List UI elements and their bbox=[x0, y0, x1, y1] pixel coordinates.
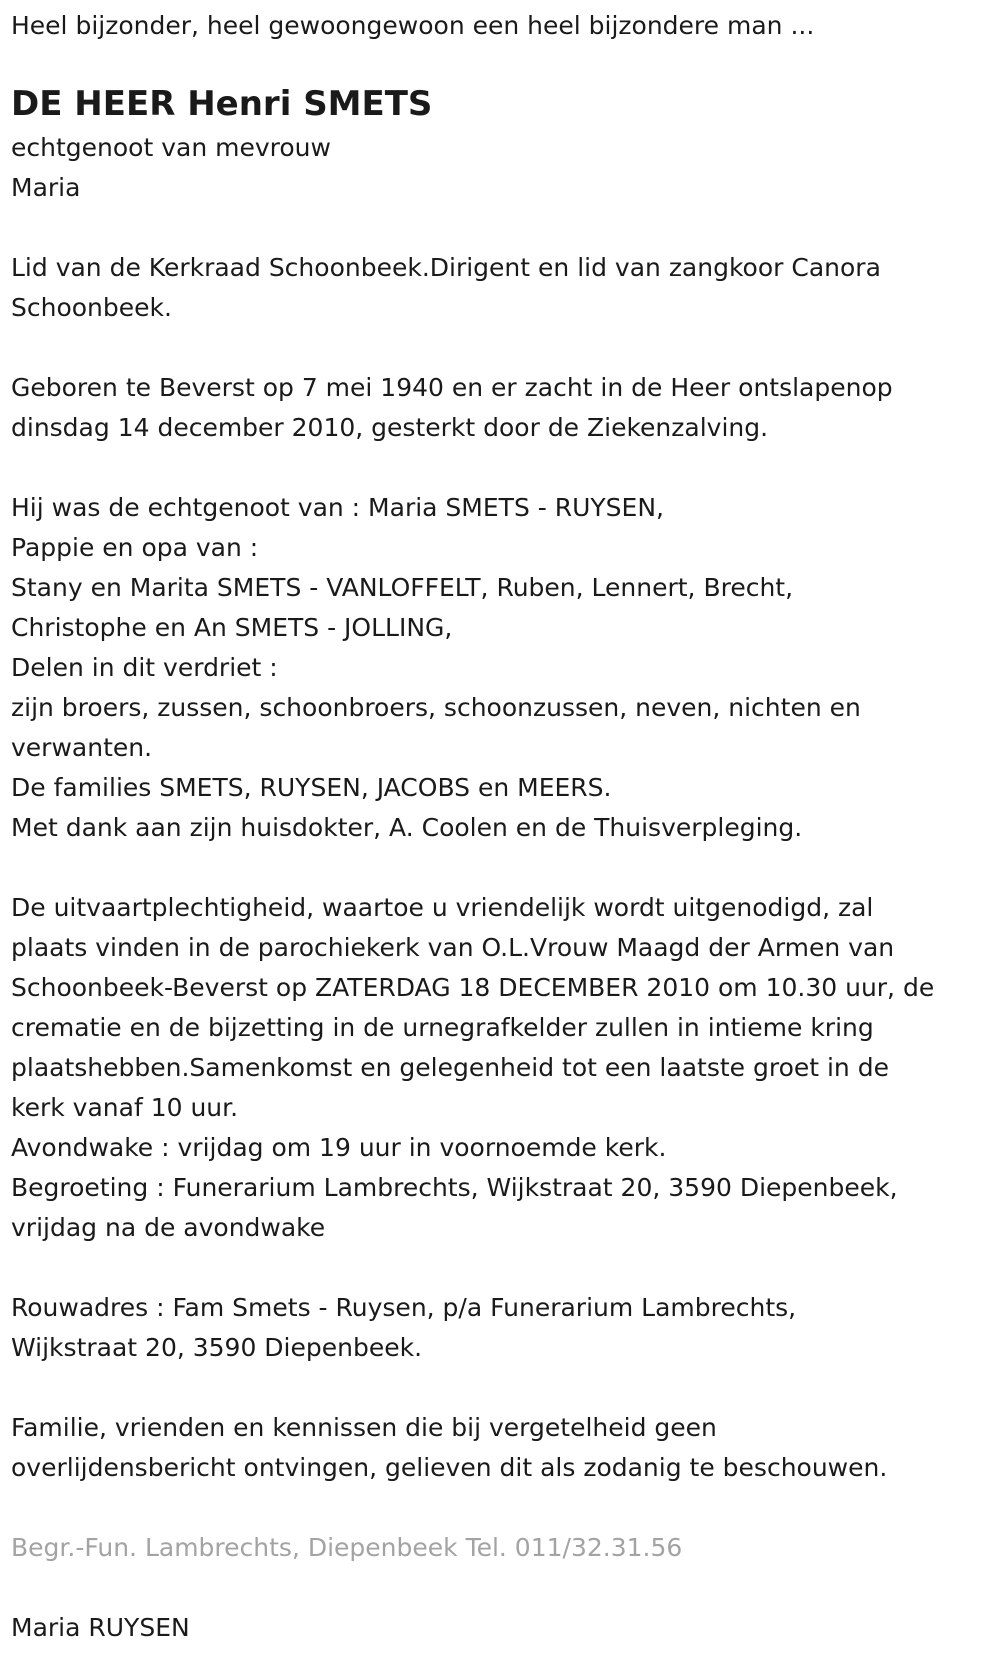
deceased-name: DE HEER Henri SMETS bbox=[11, 84, 433, 124]
ceremony-line: plaats vinden in de parochiekerk van O.L.Vrouw Maagd der Armen van bbox=[11, 933, 895, 962]
ceremony-line: plaatshebben.Samenkomst en gelegenheid tot een laatste groet in de bbox=[11, 1053, 889, 1082]
ceremony-line: kerk vanaf 10 uur. bbox=[11, 1093, 239, 1122]
family-line: zijn broers, zussen, schoonbroers, schoonzussen, neven, nichten en bbox=[11, 693, 861, 722]
family-line: Christophe en An SMETS - JOLLING, bbox=[11, 613, 453, 642]
membership-line: Lid van de Kerkraad Schoonbeek.Dirigent en lid van zangkoor Canora bbox=[11, 253, 881, 282]
tagline: Heel bijzonder, heel gewoongewoon een heel bijzondere man ... bbox=[11, 11, 815, 40]
membership-line: Schoonbeek. bbox=[11, 293, 172, 322]
notice-line: Familie, vrienden en kennissen die bij vergetelheid geen bbox=[11, 1413, 717, 1442]
family-line: Stany en Marita SMETS - VANLOFFELT, Ruben, Lennert, Brecht, bbox=[11, 573, 794, 602]
family-line: Met dank aan zijn huisdokter, A. Coolen en de Thuisverpleging. bbox=[11, 813, 803, 842]
spacer bbox=[11, 1248, 989, 1288]
birth-line: dinsdag 14 december 2010, gesterkt door de Ziekenzalving. bbox=[11, 413, 769, 442]
ceremony-line: crematie en de bijzetting in de urnegrafkelder zullen in intieme kring bbox=[11, 1013, 874, 1042]
ceremony-line: De uitvaartplechtigheid, waartoe u vriendelijk wordt uitgenodigd, zal bbox=[11, 893, 874, 922]
spacer bbox=[11, 328, 989, 368]
spacer bbox=[11, 1488, 989, 1528]
address-line: Rouwadres : Fam Smets - Ruysen, p/a Funerarium Lambrechts, bbox=[11, 1293, 797, 1322]
undertaker-line: Begr.-Fun. Lambrechts, Diepenbeek Tel. 011/32.31.56 bbox=[11, 1533, 683, 1562]
birth-line: Geboren te Beverst op 7 mei 1940 en er zacht in de Heer ontslapenop bbox=[11, 373, 893, 402]
address-line: Wijkstraat 20, 3590 Diepenbeek. bbox=[11, 1333, 423, 1362]
ceremony-line: Schoonbeek-Beverst op ZATERDAG 18 DECEMBER 2010 om 10.30 uur, de bbox=[11, 973, 935, 1002]
notice-line: overlijdensbericht ontvingen, gelieven dit als zodanig te beschouwen. bbox=[11, 1453, 888, 1482]
spacer bbox=[11, 448, 989, 488]
family-line: Delen in dit verdriet : bbox=[11, 653, 278, 682]
ceremony-line: Begroeting : Funerarium Lambrechts, Wijkstraat 20, 3590 Diepenbeek, bbox=[11, 1173, 898, 1202]
spacer bbox=[11, 208, 989, 248]
spacer bbox=[11, 1568, 989, 1608]
family-line: verwanten. bbox=[11, 733, 153, 762]
family-line: Hij was de echtgenoot van : Maria SMETS - RUYSEN, bbox=[11, 493, 664, 522]
family-line: Pappie en opa van : bbox=[11, 533, 259, 562]
ceremony-line: Avondwake : vrijdag om 19 uur in voornoemde kerk. bbox=[11, 1133, 667, 1162]
spacer bbox=[11, 1368, 989, 1408]
obituary-page bbox=[0, 6, 1000, 1648]
family-line: De families SMETS, RUYSEN, JACOBS en MEERS. bbox=[11, 773, 612, 802]
spouse-name-line: Maria bbox=[11, 173, 81, 202]
ceremony-line: vrijdag na de avondwake bbox=[11, 1213, 326, 1242]
signature: Maria RUYSEN bbox=[11, 1613, 190, 1642]
spacer bbox=[11, 848, 989, 888]
spouse-line: echtgenoot van mevrouw bbox=[11, 133, 331, 162]
